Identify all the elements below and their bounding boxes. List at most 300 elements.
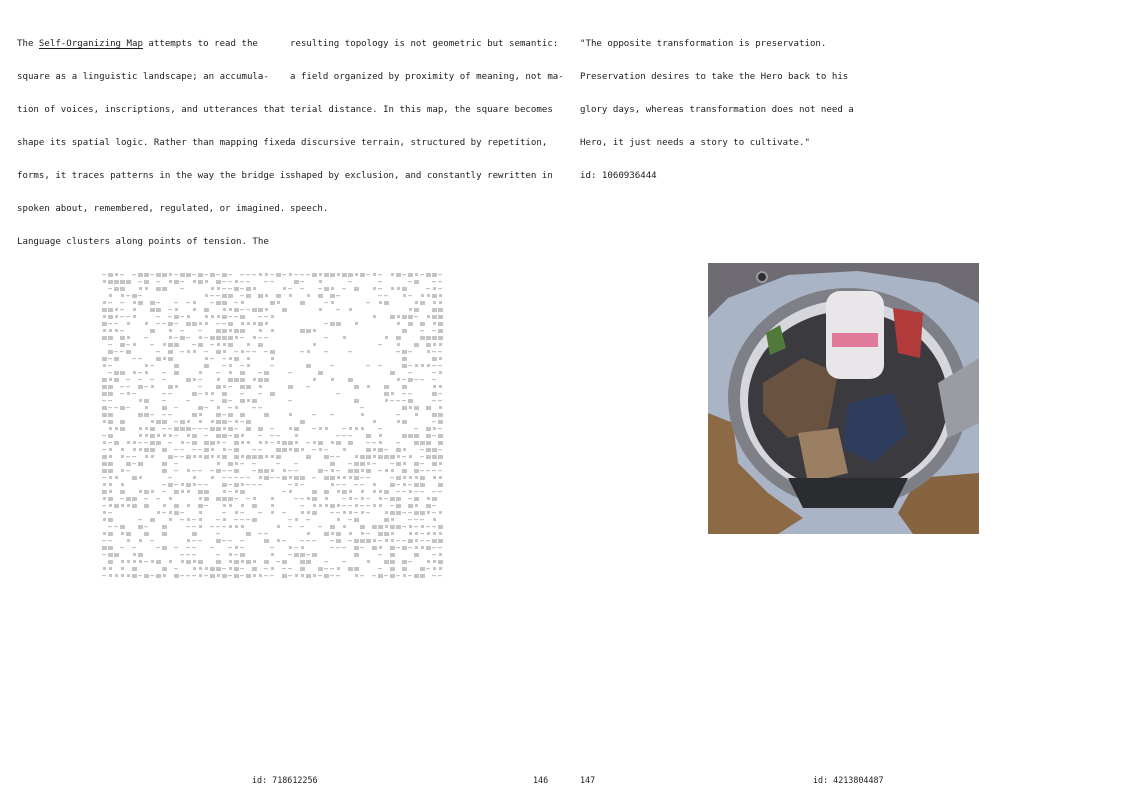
- som-glyph: [270, 350, 275, 354]
- som-glyph: [102, 455, 107, 459]
- som-glyph: [174, 427, 179, 431]
- som-glyph: [234, 357, 239, 361]
- som-glyph: [180, 449, 184, 450]
- som-glyph: [217, 406, 220, 409]
- som-glyph: [402, 315, 407, 319]
- som-glyph: [109, 448, 112, 451]
- figure-id-right: id: 4213804487: [813, 775, 884, 785]
- som-glyph: [192, 392, 197, 396]
- som-glyph: [114, 323, 118, 324]
- som-glyph: [259, 476, 262, 479]
- som-glyph: [408, 365, 412, 366]
- som-glyph: [192, 344, 196, 345]
- som-glyph: [199, 322, 202, 325]
- som-glyph: [408, 315, 413, 319]
- som-glyph: [199, 525, 202, 528]
- som-glyph: [258, 469, 263, 473]
- som-glyph: [186, 427, 191, 431]
- som-glyph: [294, 547, 298, 548]
- som-glyph: [366, 469, 371, 473]
- som-glyph: [223, 350, 226, 353]
- som-glyph: [439, 343, 442, 346]
- som-glyph: [156, 287, 161, 291]
- som-glyph: [402, 400, 406, 401]
- som-glyph: [174, 302, 178, 303]
- som-glyph: [324, 470, 328, 471]
- som-glyph: [438, 288, 442, 289]
- som-glyph: [402, 560, 407, 564]
- som-glyph: [414, 497, 419, 501]
- som-glyph: [241, 301, 244, 304]
- som-glyph: [259, 441, 262, 444]
- som-glyph: [420, 274, 424, 275]
- som-glyph: [409, 406, 412, 409]
- som-glyph: [108, 413, 113, 417]
- som-glyph: [312, 414, 316, 415]
- som-glyph: [174, 435, 178, 436]
- som-glyph: [438, 413, 443, 417]
- som-glyph: [433, 385, 436, 388]
- som-glyph: [354, 399, 359, 403]
- som-glyph: [270, 477, 274, 478]
- som-glyph: [433, 518, 436, 521]
- som-glyph: [102, 385, 107, 389]
- som-glyph: [408, 547, 412, 548]
- som-glyph: [258, 378, 263, 382]
- som-glyph: [162, 379, 166, 380]
- som-glyph: [222, 358, 226, 359]
- som-glyph: [354, 518, 359, 522]
- som-glyph: [409, 308, 412, 311]
- som-glyph: [234, 351, 238, 352]
- som-glyph: [330, 512, 334, 513]
- som-glyph: [354, 469, 359, 473]
- som-glyph: [373, 420, 376, 423]
- som-glyph: [385, 336, 388, 339]
- som-glyph: [108, 308, 113, 312]
- som-glyph: [270, 301, 275, 305]
- som-glyph: [234, 302, 238, 303]
- quote-block: [580, 17, 854, 193]
- som-glyph: [193, 560, 196, 563]
- som-glyph: [168, 393, 172, 394]
- som-glyph: [402, 393, 406, 394]
- som-glyph: [349, 427, 352, 430]
- som-glyph: [252, 484, 256, 485]
- som-glyph: [234, 329, 239, 333]
- som-glyph: [228, 477, 232, 478]
- som-glyph: [252, 274, 256, 275]
- som-glyph: [114, 504, 119, 508]
- som-glyph: [102, 336, 107, 340]
- som-glyph: [246, 385, 251, 389]
- som-glyph: [216, 497, 221, 501]
- som-glyph: [109, 490, 112, 493]
- som-glyph: [426, 568, 430, 569]
- som-glyph: [126, 407, 130, 408]
- som-glyph: [438, 455, 443, 459]
- som-glyph: [258, 484, 262, 485]
- som-glyph: [186, 400, 190, 401]
- som-glyph: [223, 504, 226, 507]
- som-glyph: [288, 575, 292, 576]
- som-glyph: [337, 504, 340, 507]
- som-glyph: [264, 539, 269, 543]
- som-glyph: [378, 455, 383, 459]
- som-glyph: [403, 462, 406, 465]
- som-glyph: [408, 539, 413, 543]
- som-glyph: [121, 532, 124, 535]
- som-glyph: [397, 343, 400, 346]
- som-glyph: [330, 462, 335, 466]
- som-glyph: [420, 540, 424, 541]
- som-glyph: [187, 518, 190, 521]
- som-glyph: [276, 294, 281, 298]
- som-glyph: [420, 470, 424, 471]
- som-glyph: [180, 519, 184, 520]
- som-glyph: [384, 295, 388, 296]
- som-glyph: [192, 519, 196, 520]
- som-glyph: [384, 490, 389, 494]
- som-glyph: [138, 519, 142, 520]
- som-glyph: [354, 287, 359, 291]
- som-glyph: [414, 441, 419, 445]
- som-glyph: [385, 539, 388, 542]
- som-glyph: [240, 295, 244, 296]
- som-glyph: [402, 491, 406, 492]
- som-glyph: [324, 449, 328, 450]
- som-glyph: [132, 497, 137, 501]
- som-glyph: [138, 281, 142, 282]
- som-glyph: [277, 301, 280, 304]
- som-glyph: [396, 351, 400, 352]
- som-glyph: [139, 399, 142, 402]
- som-glyph: [384, 392, 389, 396]
- som-glyph: [282, 512, 286, 513]
- som-glyph: [348, 378, 353, 382]
- som-glyph: [205, 322, 208, 325]
- som-glyph: [138, 413, 143, 417]
- som-glyph: [199, 518, 202, 521]
- som-glyph: [144, 280, 149, 284]
- som-glyph: [246, 484, 250, 485]
- som-glyph: [276, 463, 280, 464]
- som-glyph: [331, 483, 334, 486]
- som-glyph: [234, 441, 239, 445]
- som-glyph: [162, 491, 166, 492]
- som-glyph: [114, 526, 118, 527]
- som-glyph: [181, 441, 184, 444]
- som-glyph: [373, 455, 376, 458]
- som-glyph: [180, 316, 184, 317]
- som-glyph: [390, 546, 395, 550]
- som-glyph: [241, 350, 244, 353]
- som-glyph: [114, 351, 118, 352]
- som-glyph: [307, 532, 310, 535]
- som-glyph: [210, 574, 215, 578]
- som-glyph: [391, 532, 394, 535]
- som-glyph: [144, 273, 149, 277]
- som-glyph: [253, 497, 256, 500]
- som-glyph: [192, 575, 196, 576]
- som-glyph: [211, 287, 214, 290]
- som-glyph: [420, 330, 424, 331]
- som-glyph: [162, 567, 167, 571]
- som-link[interactable]: Self-Organizing Map: [38, 39, 143, 49]
- som-glyph: [283, 287, 286, 290]
- som-glyph: [235, 336, 238, 339]
- som-glyph: [145, 364, 148, 367]
- som-glyph: [438, 547, 442, 548]
- som-glyph: [390, 477, 394, 478]
- som-glyph: [439, 553, 442, 556]
- som-glyph: [289, 490, 292, 493]
- som-glyph: [414, 553, 419, 557]
- som-glyph: [348, 540, 352, 541]
- som-glyph: [432, 448, 437, 452]
- som-glyph: [144, 399, 149, 403]
- trash-bin-photo: [708, 263, 979, 534]
- som-glyph: [192, 413, 197, 417]
- som-glyph: [402, 287, 407, 291]
- som-glyph: [276, 455, 281, 459]
- som-glyph: [439, 532, 442, 535]
- som-glyph: [366, 539, 371, 543]
- som-glyph: [378, 365, 382, 366]
- som-glyph: [133, 448, 136, 451]
- som-glyph: [198, 484, 202, 485]
- som-glyph: [379, 504, 382, 507]
- som-glyph: [139, 448, 142, 451]
- som-glyph: [120, 336, 125, 340]
- som-glyph: [174, 568, 178, 569]
- som-glyph: [180, 273, 185, 277]
- som-glyph: [366, 533, 370, 534]
- som-glyph: [289, 294, 292, 297]
- som-glyph: [432, 470, 436, 471]
- som-glyph: [324, 561, 328, 562]
- som-glyph: [318, 294, 323, 298]
- som-glyph: [162, 414, 166, 415]
- som-glyph: [126, 344, 130, 345]
- som-glyph: [204, 308, 209, 312]
- som-glyph: [397, 322, 400, 325]
- som-glyph: [259, 385, 262, 388]
- som-glyph: [372, 525, 377, 529]
- som-glyph: [222, 392, 227, 396]
- som-glyph: [282, 491, 286, 492]
- som-glyph: [258, 427, 263, 431]
- som-glyph: [265, 273, 268, 276]
- som-glyph: [354, 462, 359, 466]
- som-glyph: [109, 378, 112, 381]
- som-glyph: [276, 448, 281, 452]
- som-glyph: [228, 316, 232, 317]
- som-glyph: [294, 476, 299, 480]
- som-glyph: [198, 540, 202, 541]
- som-glyph: [198, 449, 202, 450]
- som-glyph: [108, 546, 113, 550]
- som-glyph: [193, 280, 196, 283]
- som-glyph: [432, 273, 437, 277]
- som-glyph: [289, 413, 292, 416]
- som-glyph: [282, 540, 286, 541]
- som-glyph: [294, 448, 299, 452]
- som-glyph: [438, 351, 442, 352]
- som-glyph: [102, 546, 107, 550]
- som-glyph: [271, 567, 274, 570]
- som-glyph: [426, 526, 430, 527]
- som-glyph: [331, 532, 334, 535]
- som-glyph: [240, 385, 245, 389]
- som-glyph: [222, 323, 226, 324]
- som-glyph: [348, 463, 352, 464]
- som-glyph: [313, 343, 316, 346]
- text-line: shape its spatial logic. Rather than mapping fixed: [17, 138, 291, 148]
- som-glyph: [420, 322, 425, 326]
- som-glyph: [198, 386, 202, 387]
- som-glyph: [433, 476, 436, 479]
- som-glyph: [180, 330, 184, 331]
- som-glyph: [162, 400, 166, 401]
- som-glyph: [186, 554, 190, 555]
- som-glyph: [126, 295, 130, 296]
- som-glyph: [199, 371, 202, 374]
- som-glyph: [259, 273, 262, 276]
- som-glyph: [379, 490, 382, 493]
- som-glyph: [120, 420, 125, 424]
- som-glyph: [108, 518, 113, 522]
- som-glyph: [180, 575, 184, 576]
- som-glyph: [216, 567, 221, 571]
- som-glyph: [228, 470, 232, 471]
- som-glyph: [102, 406, 107, 410]
- som-glyph: [348, 505, 352, 506]
- quote-line: "The opposite transformation is preservation.: [580, 39, 827, 49]
- som-glyph: [294, 463, 298, 464]
- som-glyph: [156, 308, 161, 312]
- som-glyph: [361, 490, 364, 493]
- som-glyph: [240, 547, 244, 548]
- som-glyph: [199, 497, 202, 500]
- som-glyph: [216, 420, 221, 424]
- som-glyph: [235, 546, 238, 549]
- som-glyph: [247, 322, 250, 325]
- som-glyph: [162, 428, 166, 429]
- som-glyph: [438, 491, 442, 492]
- som-glyph: [223, 490, 226, 493]
- som-glyph: [217, 462, 220, 465]
- som-glyph: [133, 371, 136, 374]
- som-glyph: [408, 322, 413, 326]
- som-glyph: [150, 434, 155, 438]
- som-glyph: [228, 322, 233, 326]
- som-glyph: [348, 519, 352, 520]
- som-glyph: [342, 428, 346, 429]
- som-glyph: [234, 567, 239, 571]
- som-glyph: [324, 302, 328, 303]
- som-glyph: [121, 574, 124, 577]
- som-glyph: [108, 442, 112, 443]
- som-glyph: [211, 315, 214, 318]
- som-glyph: [174, 315, 179, 319]
- som-glyph: [270, 547, 274, 548]
- som-glyph: [337, 476, 340, 479]
- som-glyph: [367, 560, 370, 563]
- som-glyph: [439, 462, 442, 465]
- som-glyph: [168, 414, 172, 415]
- som-glyph: [108, 560, 113, 564]
- som-glyph: [102, 274, 106, 275]
- text-line: square as a linguistic landscape; an accumula-: [17, 72, 269, 82]
- som-glyph: [426, 406, 431, 410]
- som-glyph: [421, 364, 424, 367]
- som-glyph: [415, 413, 418, 416]
- som-glyph: [408, 484, 412, 485]
- text-line-rest: attempts to read the: [142, 39, 258, 49]
- som-glyph: [210, 441, 215, 445]
- som-glyph: [102, 575, 106, 576]
- som-glyph: [138, 372, 142, 373]
- som-glyph: [408, 498, 412, 499]
- som-glyph: [246, 519, 250, 520]
- som-glyph: [336, 532, 341, 536]
- som-glyph: [301, 511, 304, 514]
- som-glyph: [216, 434, 221, 438]
- som-glyph: [102, 413, 107, 417]
- som-glyph: [246, 560, 251, 564]
- som-glyph: [121, 455, 124, 458]
- som-glyph: [138, 273, 143, 277]
- som-glyph: [402, 379, 406, 380]
- som-glyph: [228, 547, 232, 548]
- som-glyph: [103, 280, 106, 283]
- som-glyph: [396, 575, 400, 576]
- som-glyph: [205, 294, 208, 297]
- som-glyph: [133, 553, 136, 556]
- som-glyph: [258, 337, 262, 338]
- som-glyph: [216, 519, 220, 520]
- som-glyph: [241, 483, 244, 486]
- som-glyph: [366, 365, 370, 366]
- som-glyph: [222, 315, 227, 319]
- page-number-left: 146: [533, 775, 549, 785]
- som-glyph: [325, 504, 328, 507]
- som-glyph: [115, 273, 118, 276]
- som-glyph: [150, 379, 154, 380]
- som-glyph: [156, 273, 161, 277]
- som-glyph: [282, 560, 287, 564]
- som-glyph: [379, 441, 382, 444]
- som-glyph: [205, 567, 208, 570]
- som-glyph: [108, 526, 112, 527]
- som-glyph: [216, 280, 221, 284]
- som-glyph: [246, 287, 251, 291]
- som-glyph: [132, 547, 136, 548]
- som-glyph: [246, 281, 250, 282]
- som-glyph: [432, 413, 437, 417]
- som-glyph: [384, 560, 389, 564]
- som-glyph: [439, 294, 442, 297]
- som-glyph: [103, 315, 106, 318]
- som-glyph: [162, 546, 167, 550]
- som-glyph: [319, 448, 322, 451]
- som-glyph: [115, 329, 118, 332]
- som-glyph: [349, 308, 352, 311]
- som-glyph: [168, 442, 172, 443]
- som-glyph: [187, 315, 190, 318]
- som-glyph: [294, 274, 298, 275]
